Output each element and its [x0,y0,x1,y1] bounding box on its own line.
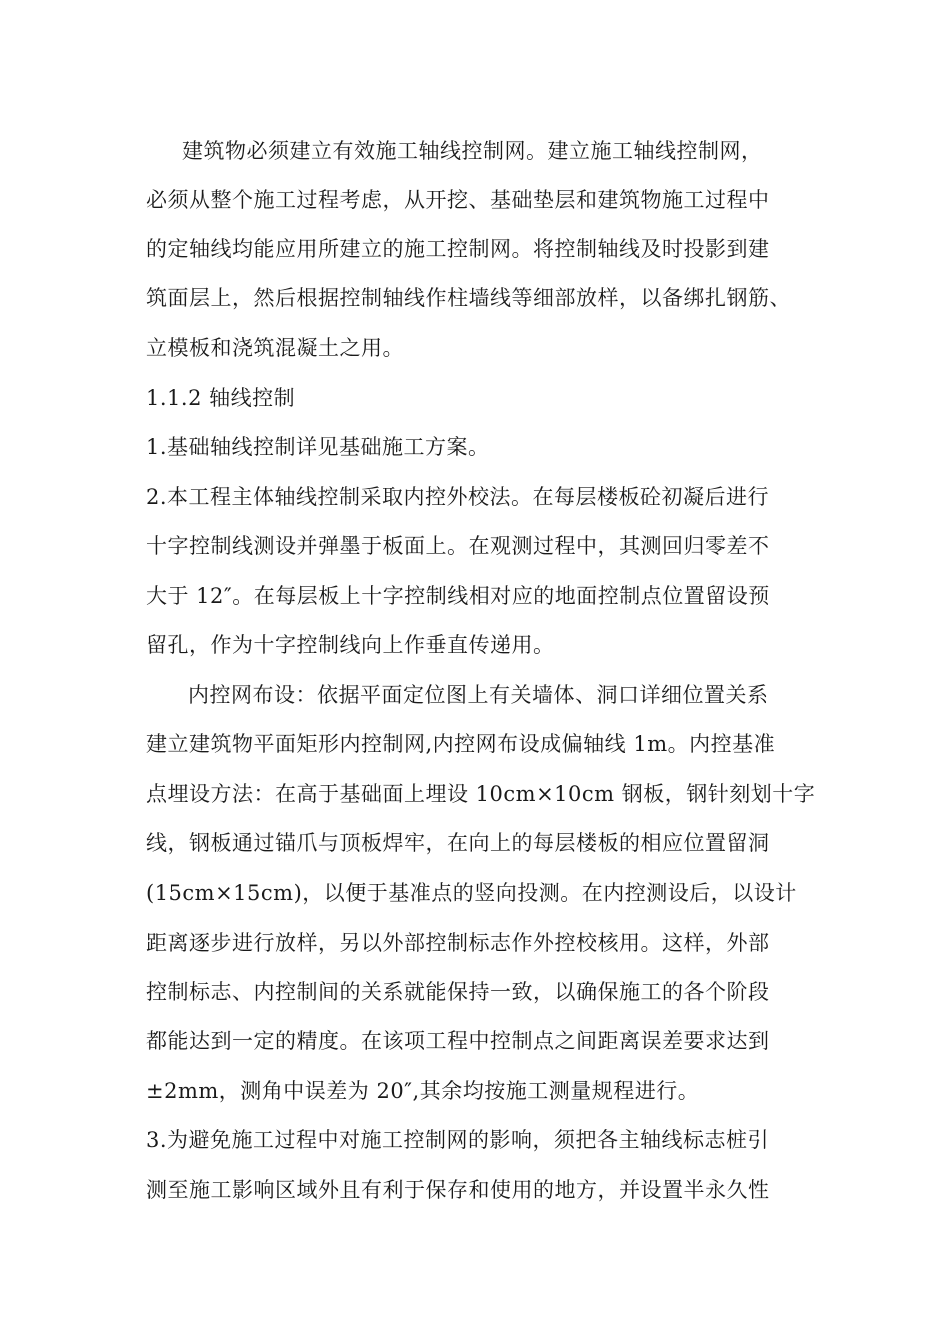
paragraph-2-line-4: 线，钢板通过锚爪与顶板焊牢，在向上的每层楼板的相应位置留洞 [146,831,770,855]
item-3-line-1: 3.为避免施工过程中对施工控制网的影响，须把各主轴线标志桩引 [146,1128,770,1152]
item-3-line-2: 测至施工影响区域外且有利于保存和使用的地方，并设置半永久性 [146,1178,770,1202]
paragraph-2-line-9: ±2mm，测角中误差为 20″,其余均按施工测量规程进行。 [146,1079,700,1103]
paragraph-1-line-5: 立模板和浇筑混凝土之用。 [146,336,404,360]
item-2-line-2: 十字控制线测设并弹墨于板面上。在观测过程中，其测回归零差不 [146,534,770,558]
paragraph-1-line-1: 建筑物必须建立有效施工轴线控制网。建立施工轴线控制网， [182,139,763,163]
item-2-line-4: 留孔，作为十字控制线向上作垂直传递用。 [146,633,555,657]
paragraph-1-line-2: 必须从整个施工过程考虑，从开挖、基础垫层和建筑物施工过程中 [146,188,770,212]
paragraph-1-line-4: 筑面层上，然后根据控制轴线作柱墙线等细部放样，以备绑扎钢筋、 [146,286,791,310]
paragraph-2-line-8: 都能达到一定的精度。在该项工程中控制点之间距离误差要求达到 [146,1029,770,1053]
paragraph-2-line-7: 控制标志、内控制间的关系就能保持一致，以确保施工的各个阶段 [146,980,770,1004]
paragraph-2-line-2: 建立建筑物平面矩形内控制网,内控网布设成偏轴线 1m。内控基准 [146,732,776,756]
paragraph-2-line-5: (15cm×15cm)，以便于基准点的竖向投测。在内控测设后，以设计 [146,881,797,905]
paragraph-2-line-1: 内控网布设：依据平面定位图上有关墙体、洞口详细位置关系 [188,683,769,707]
item-2-line-3: 大于 12″。在每层板上十字控制线相对应的地面控制点位置留设预 [146,584,770,608]
paragraph-2-line-6: 距离逐步进行放样，另以外部控制标志作外控校核用。这样，外部 [146,931,770,955]
item-1-line-1: 1.基础轴线控制详见基础施工方案。 [146,435,490,459]
section-heading: 1.1.2 轴线控制 [146,386,296,410]
paragraph-1-line-3: 的定轴线均能应用所建立的施工控制网。将控制轴线及时投影到建 [146,237,770,261]
paragraph-2-line-3: 点埋设方法：在高于基础面上埋设 10cm×10cm 钢板，钢针刻划十字 [146,782,816,806]
item-2-line-1: 2.本工程主体轴线控制采取内控外校法。在每层楼板砼初凝后进行 [146,485,770,509]
